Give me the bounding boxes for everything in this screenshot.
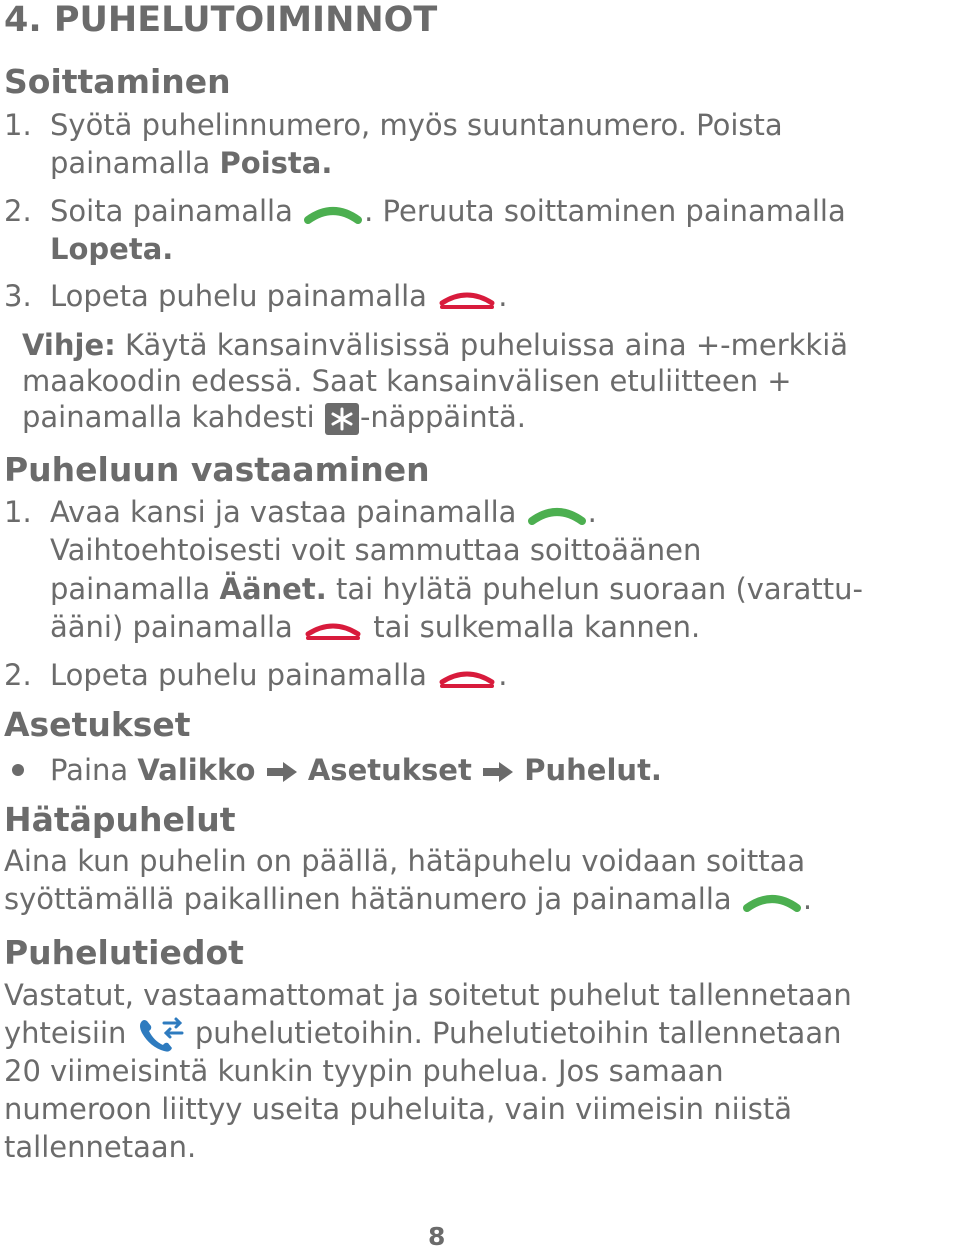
call-green-icon xyxy=(741,886,803,916)
bullet xyxy=(12,764,24,776)
hint-text: Käytä kansainvälisissä puheluissa aina +-merkkiä xyxy=(115,328,849,362)
step1-text: painamalla xyxy=(50,146,220,180)
call-green-icon xyxy=(526,499,588,529)
calllog-text: yhteisiin xyxy=(4,1016,136,1050)
heading-puhelutiedot: Puhelutiedot xyxy=(4,933,244,972)
answer-line2: Vaihtoehtoisesti voit sammuttaa soittoäänen xyxy=(50,533,702,567)
emergency-text: . xyxy=(802,882,813,916)
calllog-line3: 20 viimeisintä kunkin tyypin puhelua. Jos samaan xyxy=(4,1054,724,1088)
answer-text: ääni) painamalla xyxy=(50,610,303,644)
step2-text-a: Soita painamalla xyxy=(50,194,303,228)
step-number: 3. xyxy=(4,279,32,313)
lopeta-label: Lopeta. xyxy=(50,232,174,266)
emergency-line1: Aina kun puhelin on päällä, hätäpuhelu voidaan soittaa xyxy=(4,844,806,878)
poista-label: Poista. xyxy=(219,146,333,180)
answer-line4 xyxy=(50,608,700,646)
step-number: 1. xyxy=(4,108,32,142)
end-call-red-icon xyxy=(436,662,498,692)
end-text: . xyxy=(498,658,508,692)
step2-line1 xyxy=(50,192,846,230)
aanet-label: Äänet. xyxy=(219,572,327,606)
hint-line2: maakoodin edessä. Saat kansainvälisen etuliitteen + xyxy=(22,364,792,398)
calllog-line1: Vastatut, vastaamattomat ja soitetut puhelut tallennetaan xyxy=(4,978,852,1012)
answer-line3 xyxy=(50,570,863,608)
step1-line2 xyxy=(50,144,332,182)
settings-path xyxy=(50,751,662,789)
arrow-right-icon xyxy=(481,759,515,785)
step3-text-b: . xyxy=(498,279,508,313)
hint-text: painamalla kahdesti xyxy=(22,400,324,434)
step3-line xyxy=(50,277,507,315)
answer-text: painamalla xyxy=(50,572,220,606)
end-call-red-icon xyxy=(302,614,364,644)
end-call-red-icon xyxy=(436,283,498,313)
call-log-icon xyxy=(136,1015,186,1055)
step2-text-b: . Peruuta soittaminen painamalla xyxy=(364,194,846,228)
star-key-icon xyxy=(324,402,360,436)
calllog-line5: tallennetaan. xyxy=(4,1130,197,1164)
page-number: 8 xyxy=(428,1222,446,1251)
answer-text: tai hylätä puhelun suoraan (varattu- xyxy=(326,572,863,606)
answer-line1 xyxy=(50,493,597,531)
emergency-line2 xyxy=(4,880,812,918)
heading-vastaaminen: Puheluun vastaaminen xyxy=(4,450,430,489)
hint-line1 xyxy=(22,326,848,364)
menu-asetukset: Asetukset xyxy=(307,753,472,787)
settings-prefix: Paina xyxy=(50,753,138,787)
calllog-line2 xyxy=(4,1014,841,1055)
answer-text: . xyxy=(587,495,597,529)
hint-text: -näppäintä. xyxy=(359,400,526,434)
step-number: 2. xyxy=(4,194,32,228)
calllog-text: puhelutietoihin. Puhelutietoihin tallennetaan xyxy=(185,1016,842,1050)
step-number: 2. xyxy=(4,658,32,692)
step2-line2 xyxy=(50,230,173,268)
emergency-text: syöttämällä paikallinen hätänumero ja painamalla xyxy=(4,882,741,916)
page-title: 4. PUHELUTOIMINNOT xyxy=(4,0,438,40)
arrow-right-icon xyxy=(265,759,299,785)
heading-soittaminen: Soittaminen xyxy=(4,62,231,101)
answer-text: Avaa kansi ja vastaa painamalla xyxy=(50,495,526,529)
hint-line3 xyxy=(22,398,526,436)
answer-text: tai sulkemalla kannen. xyxy=(364,610,701,644)
menu-puhelut: Puhelut. xyxy=(524,753,662,787)
calllog-line4: numeroon liittyy useita puheluita, vain viimeisin niistä xyxy=(4,1092,793,1126)
step1-line1: Syötä puhelinnumero, myös suuntanumero. Poista xyxy=(50,108,783,142)
call-green-icon xyxy=(302,198,364,228)
heading-hatapuhelut: Hätäpuhelut xyxy=(4,800,236,839)
step-number: 1. xyxy=(4,495,32,529)
heading-asetukset: Asetukset xyxy=(4,705,191,744)
end-text: Lopeta puhelu painamalla xyxy=(50,658,437,692)
end-line xyxy=(50,656,507,694)
step3-text-a: Lopeta puhelu painamalla xyxy=(50,279,437,313)
menu-valikko: Valikko xyxy=(137,753,256,787)
hint-label: Vihje: xyxy=(22,328,116,362)
